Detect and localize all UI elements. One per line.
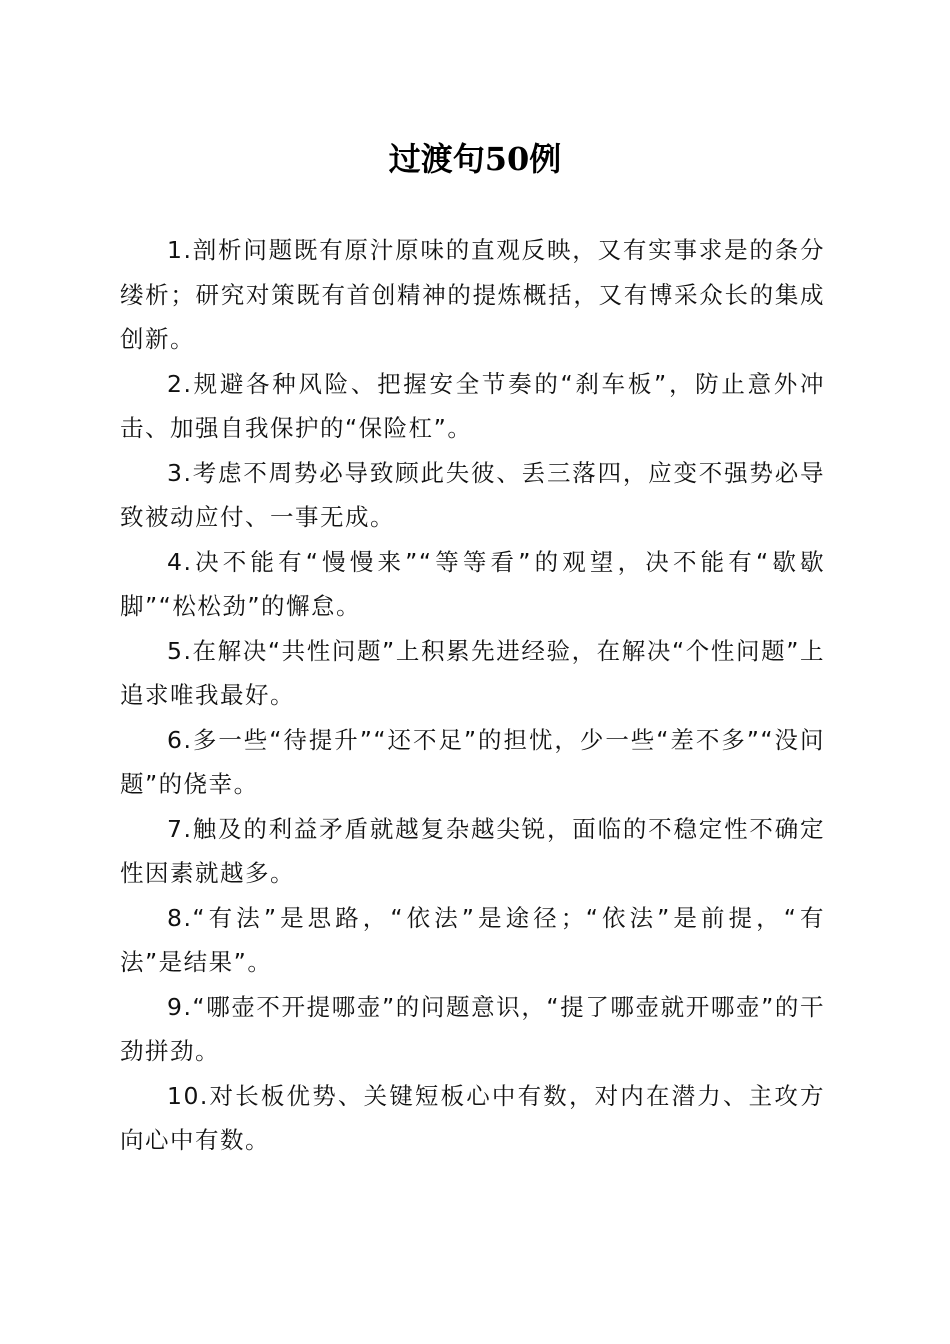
paragraph-6: 6.多一些“待提升”“还不足”的担忧，少一些“差不多”“没问题”的侥幸。	[120, 725, 825, 798]
paragraph-2: 2.规避各种风险、把握安全节奏的“刹车板”，防止意外冲击、加强自我保护的“保险杠”。	[120, 369, 825, 442]
paragraph-7: 7.触及的利益矛盾就越复杂越尖锐，面临的不稳定性不确定性因素就越多。	[120, 814, 825, 887]
paragraph-8: 8.“有法”是思路，“依法”是途径；“依法”是前提，“有法”是结果”。	[120, 903, 825, 976]
paragraph-1: 1.剖析问题既有原汁原味的直观反映，又有实事求是的条分缕析；研究对策既有首创精神的提炼概括，又有博采众长的集成创新。	[120, 236, 825, 353]
paragraph-9: 9.“哪壶不开提哪壶”的问题意识，“提了哪壶就开哪壶”的干劲拼劲。	[120, 992, 825, 1065]
paragraph-10: 10.对长板优势、关键短板心中有数，对内在潜力、主攻方向心中有数。	[120, 1081, 825, 1154]
paragraph-3: 3.考虑不周势必导致顾此失彼、丢三落四，应变不强势必导致被动应付、一事无成。	[120, 458, 825, 531]
paragraph-4: 4.决不能有“慢慢来”“等等看”的观望，决不能有“歇歇脚”“松松劲”的懈怠。	[120, 547, 825, 620]
paragraph-5: 5.在解决“共性问题”上积累先进经验，在解决“个性问题”上追求唯我最好。	[120, 636, 825, 709]
document-title: 过渡句50例	[388, 140, 562, 178]
document-body	[120, 228, 825, 1163]
